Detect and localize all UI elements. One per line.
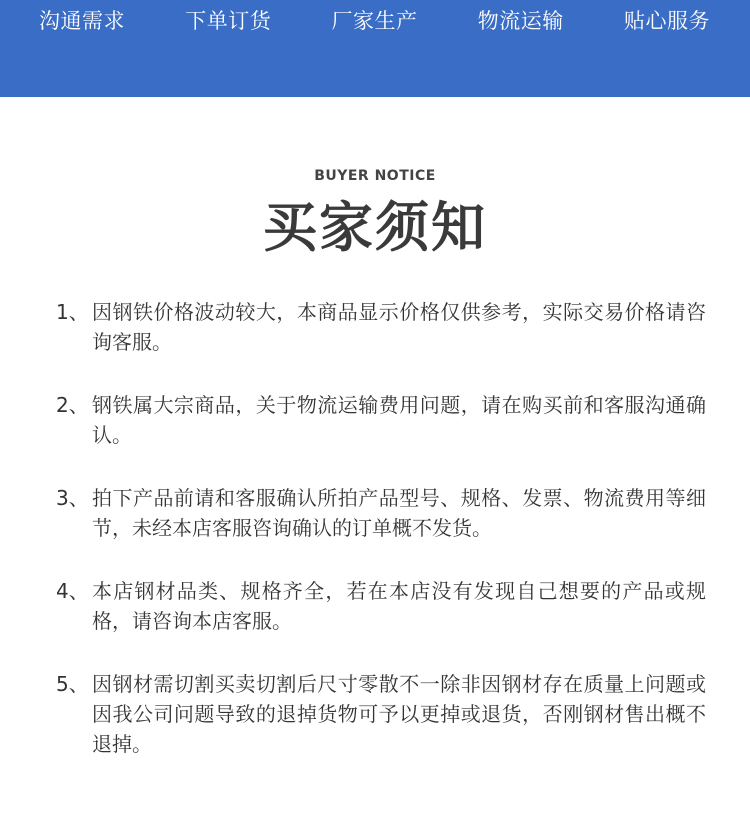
notice-item-text: 因钢铁价格波动较大，本商品显示价格仅供参考，实际交易价格请咨询客服。 [92,300,706,354]
notice-item-number: 4、 [56,579,89,603]
step-order: 下单订货 [185,9,272,33]
notice-item-number: 1、 [56,300,89,324]
step-logistics: 物流运输 [477,9,564,33]
process-steps [0,0,750,44]
notice-item-number: 2、 [56,393,89,417]
notice-subtitle: BUYER NOTICE [314,168,436,184]
notice-item [56,297,706,357]
notice-item [56,483,706,543]
notice-list [56,297,706,792]
notice-item [56,669,706,759]
notice-item [56,576,706,636]
notice-title: 买家须知 [263,196,487,259]
step-communicate: 沟通需求 [39,9,125,33]
notice-item [56,390,706,450]
notice-item-text: 钢铁属大宗商品，关于物流运输费用问题，请在购买前和客服沟通确认。 [92,393,706,447]
notice-item-text: 因钢材需切割买卖切割后尺寸零散不一除非因钢材存在质量上问题或因我公司问题导致的退掉货物可予以更掉或退货，否刚钢材售出概不退掉。 [92,672,706,756]
step-production: 厂家生产 [331,9,418,33]
top-banner [0,0,750,97]
notice-item-text: 拍下产品前请和客服确认所拍产品型号、规格、发票、物流费用等细节，未经本店客服咨询确认的订单概不发货。 [92,486,706,540]
step-service: 贴心服务 [624,9,710,33]
notice-item-number: 5、 [56,672,89,696]
notice-item-number: 3、 [56,486,89,510]
notice-item-text: 本店钢材品类、规格齐全，若在本店没有发现自己想要的产品或规格，请咨询本店客服。 [92,579,706,633]
